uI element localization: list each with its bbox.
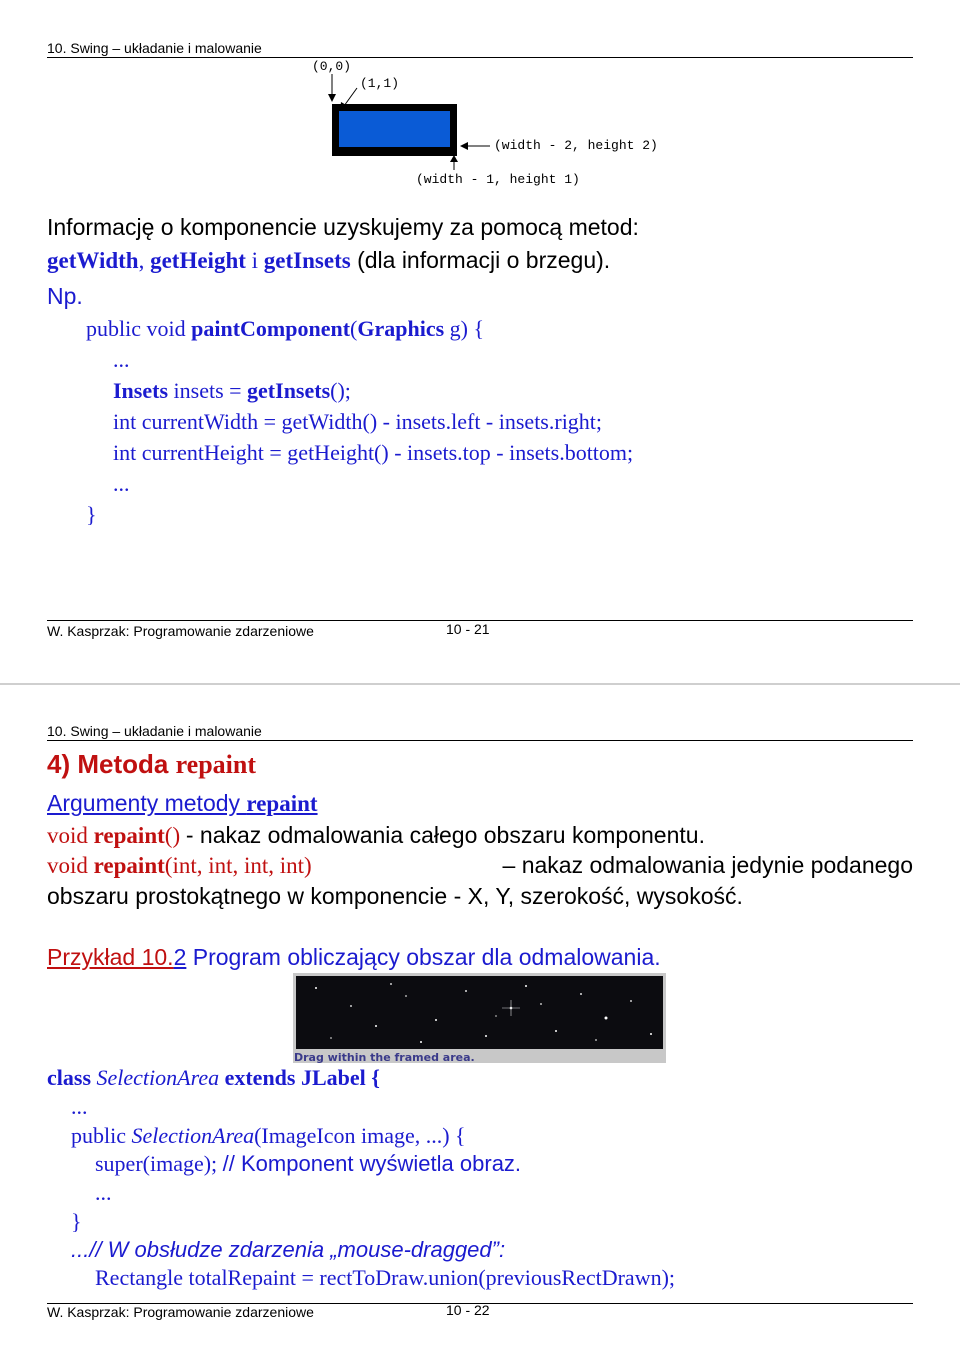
super-line xyxy=(95,1151,521,1177)
slide1-footer-left: W. Kasprzak: Programowanie zdarzeniowe xyxy=(47,623,314,639)
slide2-title xyxy=(47,749,256,780)
code2-line-5: ... xyxy=(95,1180,112,1205)
coordinate-diagram xyxy=(300,58,700,193)
subtitle-sans: Argumenty metody xyxy=(47,790,247,816)
code-line-3 xyxy=(113,378,351,404)
c4-b: // Komponent wyświetla obraz. xyxy=(222,1151,522,1176)
constructor-line xyxy=(71,1123,466,1149)
np-label: Np. xyxy=(47,283,83,309)
code-line-2: ... xyxy=(113,347,130,372)
example-screenshot xyxy=(293,973,666,1063)
code2-line-6: } xyxy=(71,1209,82,1234)
diagram-label-width1: (width - 1, height 1) xyxy=(416,172,580,187)
code2-line-2: ... xyxy=(71,1094,88,1119)
example-label: Przykład 10. xyxy=(47,944,174,970)
methods-sep1: , xyxy=(138,248,151,273)
c3-c: (ImageIcon image, ...) { xyxy=(254,1123,466,1148)
code1-kw: paintComponent xyxy=(191,316,351,341)
code3-kw: Insets xyxy=(113,378,169,403)
title-sans: 4) Metoda xyxy=(47,749,176,779)
code1-post: g) { xyxy=(444,316,485,341)
repaint-line-3: obszaru prostokątnego w komponencie - X, Y, szerokość, wysokość. xyxy=(47,883,743,909)
slide2-footer-page: 10 - 22 xyxy=(446,1302,490,1318)
example-text: Program obliczający obszar dla odmalowania. xyxy=(186,944,661,970)
c1-c: extends JLabel { xyxy=(219,1065,380,1090)
line2-code-a: void xyxy=(47,853,94,878)
example-number-link[interactable]: 2 xyxy=(173,944,187,970)
class-line xyxy=(47,1065,380,1091)
line1-code-b: repaint xyxy=(93,823,165,848)
methods-sep2: i xyxy=(245,248,264,273)
code1-kw2: Graphics xyxy=(357,316,445,341)
repaint-line-1 xyxy=(47,822,705,849)
subtitle-serif: repaint xyxy=(246,791,318,816)
line2-code-b: repaint xyxy=(93,853,165,878)
code1-paren: ( xyxy=(350,316,358,341)
starfield-image xyxy=(296,976,663,1049)
slide2-header: 10. Swing – układanie i malowanie xyxy=(47,723,262,739)
line1-code-c: () xyxy=(164,823,186,848)
code1-pre: public void xyxy=(86,316,192,341)
slide2-subtitle xyxy=(47,790,318,817)
line2-code-c: (int, int, int, int) xyxy=(164,853,312,878)
c3-b: SelectionArea xyxy=(131,1123,255,1148)
c4-a: super(image); xyxy=(95,1151,223,1176)
methods-tail: (dla informacji o brzegu). xyxy=(350,247,611,273)
code-line-5: int currentHeight = getHeight() - insets.top - insets.bottom; xyxy=(113,440,634,465)
component-frame xyxy=(332,104,457,156)
rectangle-line: Rectangle totalRepaint = rectToDraw.union(previousRectDrawn); xyxy=(95,1265,676,1290)
starfield-stars xyxy=(296,976,663,1049)
title-serif: repaint xyxy=(175,750,256,779)
code-line-6: ... xyxy=(113,471,130,496)
comment-line: ...// W obsłudze zdarzenia „mouse-dragged”: xyxy=(71,1237,506,1262)
method-getinsets: getInsets xyxy=(263,248,351,273)
diagram-label-0-0: (0,0) xyxy=(312,59,352,74)
code3-kw2: getInsets xyxy=(247,378,331,403)
code-line-1 xyxy=(86,316,484,342)
example-line xyxy=(47,944,661,971)
methods-line xyxy=(47,247,610,274)
code3-post: (); xyxy=(330,378,351,403)
code3-mid: insets = xyxy=(168,378,248,403)
method-getheight: getHeight xyxy=(150,248,246,273)
slide-separator xyxy=(0,683,960,685)
code-line-7: } xyxy=(86,502,97,527)
method-getwidth: getWidth xyxy=(47,248,139,273)
diagram-label-width2: (width - 2, height 2) xyxy=(494,138,658,153)
slide2-header-rule xyxy=(47,740,913,741)
screenshot-caption: Drag within the framed area. xyxy=(294,1051,475,1064)
component-inner-area xyxy=(339,111,450,147)
c1-b: SelectionArea xyxy=(96,1065,220,1090)
slide2-footer-left: W. Kasprzak: Programowanie zdarzeniowe xyxy=(47,1304,314,1320)
diagram-label-1-1: (1,1) xyxy=(360,76,400,91)
c1-a: class xyxy=(47,1065,97,1090)
slide1-footer-page: 10 - 21 xyxy=(446,621,490,637)
code-line-4: int currentWidth = getWidth() - insets.left - insets.right; xyxy=(113,409,603,434)
repaint-line-2 xyxy=(47,852,913,879)
intro-line: Informację o komponencie uzyskujemy za pomocą metod: xyxy=(47,214,639,240)
line1-text: - nakaz odmalowania całego obszaru komponentu. xyxy=(185,822,705,848)
c3-a: public xyxy=(71,1123,132,1148)
line1-code-a: void xyxy=(47,823,94,848)
line2-text: – nakaz odmalowania jedynie podanego xyxy=(502,852,913,878)
slide1-header: 10. Swing – układanie i malowanie xyxy=(47,40,262,56)
